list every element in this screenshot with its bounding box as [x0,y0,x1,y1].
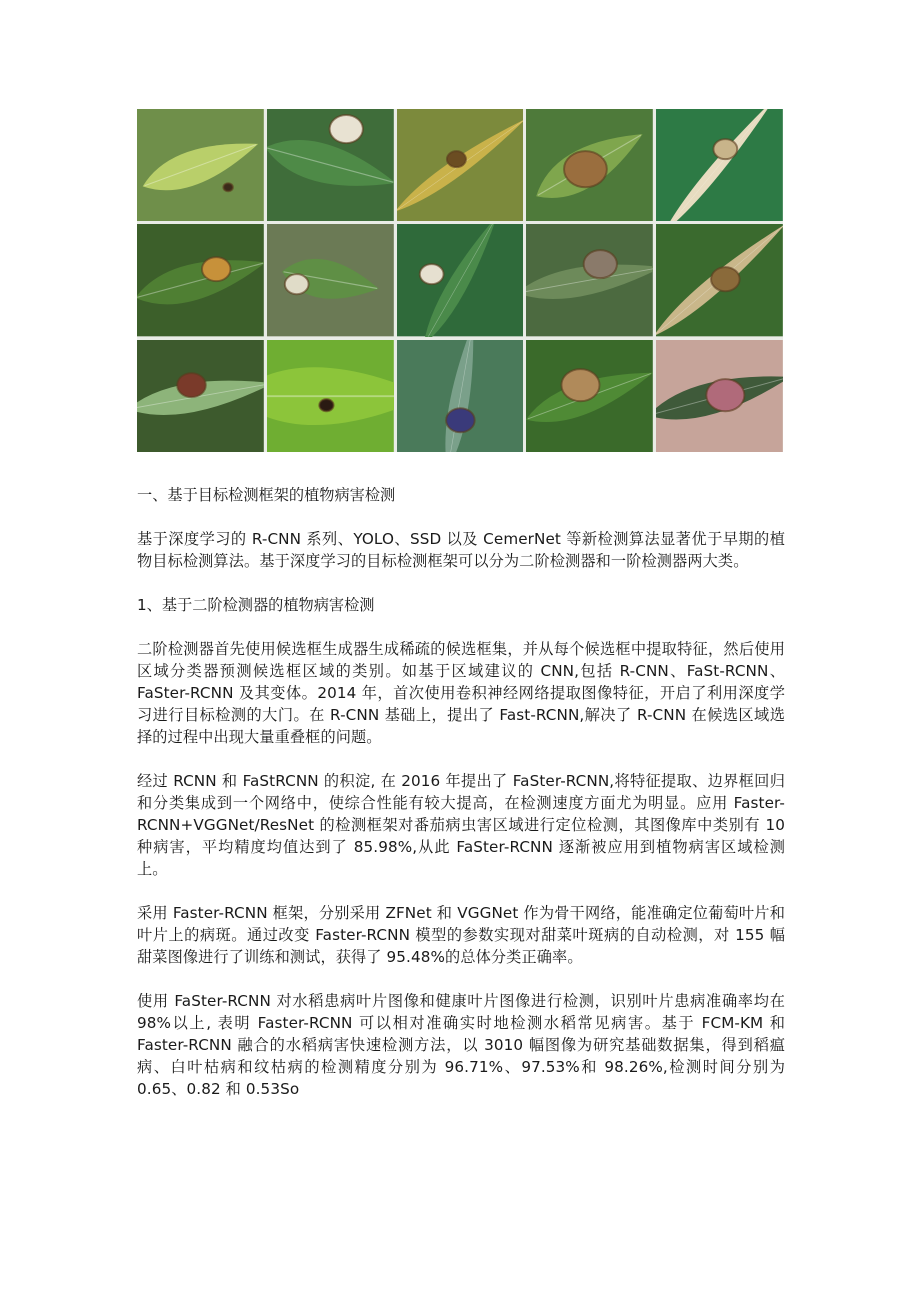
article-body [137,484,785,1122]
paragraph-2: 经过 RCNN 和 FaStRCNN 的积淀, 在 2016 年提出了 FaSter-RCNN,将特征提取、边界框回归和分类集成到一个网络中，使综合性能有较大提高，在检测速度方面尤为明显。应用 Faster-RCNN+VGGNet/ResNet 的检测框架对番茄病虫害区域进行定位检测，其图像库中类别有 10 种病害，平均精度均值达到了 85.98%,从此 FaSter-RCNN 逐渐被应用到植物病害区域检测上。 [137,772,785,878]
leaf-image-tile [267,340,394,452]
leaf-image [526,340,653,452]
disease-spot [285,274,309,294]
disease-spot [202,257,231,281]
leaf-image [656,109,783,221]
paragraph-3: 采用 Faster-RCNN 框架，分别采用 ZFNet 和 VGGNet 作为骨干网络，能准确定位葡萄叶片和叶片上的病斑。通过改变 Faster-RCNN 模型的参数实现对甜菜叶斑病的自动检测，对 155 幅甜菜图像进行了训练和测试，获得了 95.48%的总体分类正确率。 [137,904,785,966]
leaf-image [137,340,264,452]
leaf-image-tile [137,340,264,452]
leaf-image [397,109,524,221]
leaf-image-tile [526,340,653,452]
disease-spot [564,151,607,187]
leaf-image-tile [656,109,783,221]
disease-spot [584,250,617,278]
disease-spot [711,267,740,291]
paragraph-1: 二阶检测器首先使用候选框生成器生成稀疏的候选框集，并从每个候选框中提取特征，然后使用区域分类器预测候选框区域的类别。如基于区域建议的 CNN,包括 R-CNN、FaSt-RCNN、FaSter-RCNN 及其变体。2014 年，首次使用卷积神经网络提取图像特征，开启了利用深度学习进行目标检测的大门。在 R-CNN 基础上，提出了 Fast-RCNN,解决了 R-CNN 在候选区域选择的过程中出现大量重叠框的问题。 [137,640,785,746]
leaf-image-tile [656,224,783,336]
intro-paragraph: 基于深度学习的 R-CNN 系列、YOLO、SSD 以及 CemerNet 等新检测算法显著优于早期的植物目标检测算法。基于深度学习的目标检测框架可以分为二阶检测器和一阶检测器两大类。 [137,530,785,570]
leaf-image-tile [267,109,394,221]
disease-spot [319,399,333,411]
leaf-image-tile [397,340,524,452]
paragraph-4: 使用 FaSter-RCNN 对水稻患病叶片图像和健康叶片图像进行检测，识别叶片患病准确率均在 98%以上, 表明 Faster-RCNN 可以相对准确实时地检测水稻常见病害。基于 FCM-KM 和 Faster-RCNN 融合的水稻病害快速检测方法，以 3010 幅图像为研究基础数据集，得到稻瘟病、白叶枯病和纹枯病的检测精度分别为 96.71%、97.53%和 98.26%,检测时间分别为 0.65、0.82 和 0.53So [137,992,785,1098]
leaf-image-tile [656,340,783,452]
leaf-image-tile [267,224,394,336]
leaf-image [526,224,653,336]
leaf-image [137,109,264,221]
disease-spot [446,408,475,432]
disease-spot [177,373,206,397]
leaf-image-tile [397,109,524,221]
leaf-image-tile [526,224,653,336]
leaf-image [656,340,783,452]
leaf-image [526,109,653,221]
leaf-image-tile [526,109,653,221]
disease-spot [223,183,233,191]
leaf-image [397,224,524,336]
subsection-title: 1、基于二阶检测器的植物病害检测 [137,596,375,614]
leaf-image [137,224,264,336]
disease-spot [707,379,745,411]
leaf-image-tile [137,109,264,221]
disease-spot [714,139,738,159]
leaf-image [397,340,524,452]
leaf-image [267,109,394,221]
disease-spot [419,264,443,284]
leaf-image-tile [137,224,264,336]
section-title: 一、基于目标检测框架的植物病害检测 [137,486,396,504]
disease-spot [447,151,466,167]
disease-spot [562,369,600,401]
leaf-image [267,340,394,452]
disease-spot [329,115,362,143]
leaf-image-tile [397,224,524,336]
leaf-disease-image-grid [137,109,783,452]
leaf-image [267,224,394,336]
leaf-image [656,224,783,336]
